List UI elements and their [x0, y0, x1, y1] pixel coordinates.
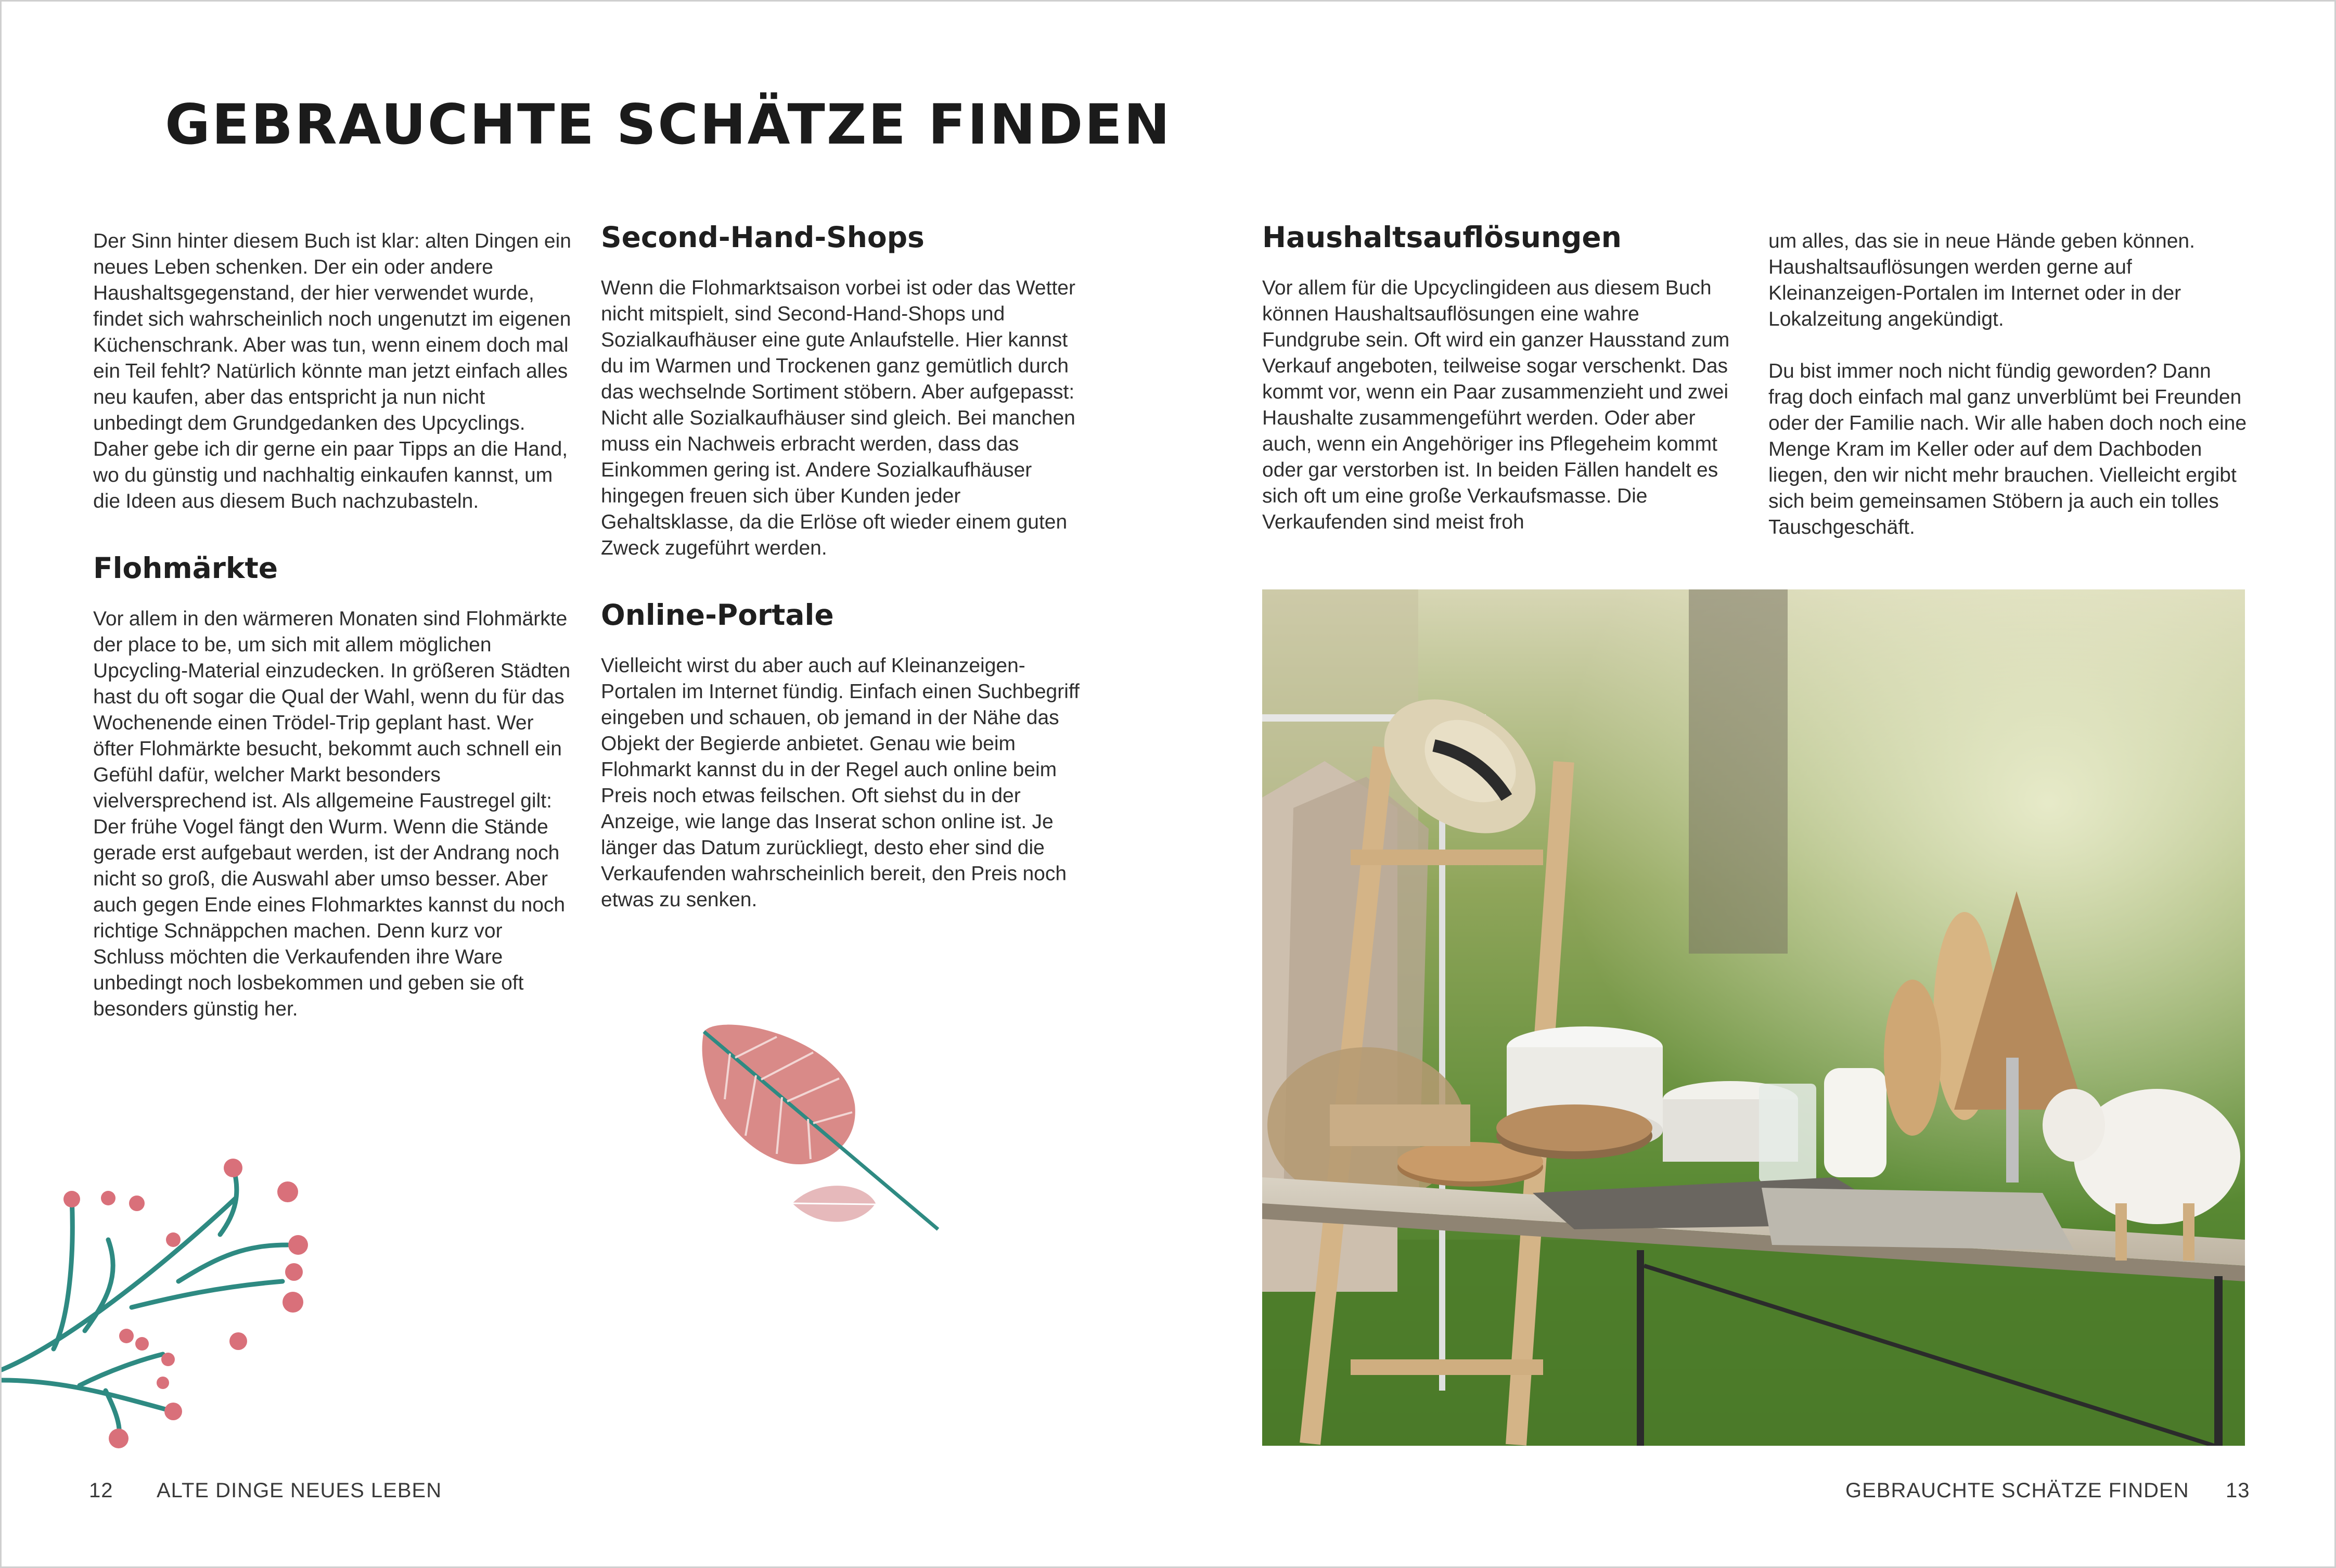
- column-1: [93, 228, 572, 1022]
- decorative-leaf: [688, 1016, 959, 1268]
- second-hand-paragraph: Wenn die Flohmarktsaison vorbei ist oder das Wetter nicht mitspielt, sind Second-Hand-Shops und Sozialkaufhäuser eine gute Anlaufstelle. Hier kannst du im Warmen und Trockenen ganz gemütlich durch das wechselnde Sortiment stöbern. Aber aufgepasst: Nicht alle Sozialkaufhäuser sind gleich. Bei manchen muss ein Nachweis erbracht werden, dass das Einkommen gering ist. Andere Sozialkaufhäuser hingegen freuen sich über Kunden jeder Gehaltsklasse, da die Erlöse oft wieder einem guten Zweck zugeführt werden.: [601, 277, 1075, 559]
- right-running-title: GEBRAUCHTE SCHÄTZE FINDEN: [1845, 1479, 2189, 1502]
- online-paragraph: Vielleicht wirst du aber auch auf Kleinanzeigen-Portalen im Internet fündig. Einfach einen Suchbegriff eingeben und schauen, ob jemand in der Nähe das Objekt der Begierde anbietet. Genau wie beim Flohmarkt kannst du in der Regel auch online beim Preis noch etwas feilschen. Oft siehst du in der Anzeige, wie lange das Inserat schon online ist. Je länger das Datum zurückliegt, desto eher sind die Verkaufenden wahrscheinlich bereit, den Preis noch etwas zu senken.: [601, 654, 1080, 911]
- left-running-title: ALTE DINGE NEUES LEBEN: [157, 1479, 442, 1502]
- decorative-berry-branch: [2, 1151, 324, 1466]
- flea-market-photo: [1262, 589, 2245, 1446]
- column-3: [1262, 220, 1741, 535]
- haushalt-paragraph: Vor allem für die Upcyclingideen aus diesem Buch können Haushaltsauflösungen eine wahre Fundgrube sein. Oft wird ein ganzer Hausstand zum Verkauf angeboten, teilweise sogar verschenkt. Das kommt vor, wenn ein Paar zusammenzieht und zwei Haushalte zusammengeführt werden. Oder aber auch, wenn ein Angehöriger ins Pflegeheim kommt oder gar verstorben ist. In beiden Fällen handelt es sich oft um eine große Verkaufsmasse. Die Verkaufenden sind meist froh: [1262, 277, 1730, 533]
- right-page-number: 13: [2226, 1479, 2250, 1502]
- column-4: [1768, 228, 2247, 541]
- tip-paragraph: Du bist immer noch nicht fündig geworden? Dann frag doch einfach mal ganz unverblümt bei Freunden oder der Familie nach. Wir alle haben doch noch eine Menge Kram im Keller oder auf dem Dachboden liegen, den wir nicht mehr brauchen. Vielleicht ergibt sich beim gemeinsamen Stöbern ja auch ein tolles Tauschgeschäft.: [1768, 360, 2247, 538]
- flohmaerkte-paragraph: Vor allem in den wärmeren Monaten sind Flohmärkte der place to be, um sich mit allem möglichen Upcycling-Material einzudecken. In größeren Städten hast du oft sogar die Qual der Wahl, wenn du für das Wochenende einen Trödel-Trip geplant hast. Wer öfter Flohmärkte besucht, bekommt auch schnell ein Gefühl dafür, welcher Markt besonders vielversprechend ist. Als allgemeine Faustregel gilt: Der frühe Vogel fängt den Wurm. Wenn die Stände gerade erst aufgebaut werden, ist der Andrang noch nicht so groß, die Auswahl aber umso besser. Aber auch gegen Ende eines Flohmarktes kannst du noch richtige Schnäppchen machen. Denn kurz vor Schluss möchten die Verkaufenden ihre Ware unbedingt noch losbekommen und geben sie oft besonders günstig her.: [93, 608, 571, 1020]
- page-title: GEBRAUCHTE SCHÄTZE FINDEN: [165, 93, 1172, 157]
- intro-paragraph: Der Sinn hinter diesem Buch ist klar: alten Dingen ein neues Leben schenken. Der ein oder andere Haushaltsgegenstand, der hier verwendet wurde, findet sich wahrscheinlich noch ungenutzt im eigenen Küchenschrank. Aber was tun, wenn einem doch mal ein Teil fehlt? Natürlich könnte man jetzt einfach alles neu kaufen, aber das entspricht ja nun nicht unbedingt dem Grundgedanken des Upcyclings. Daher gebe ich dir gerne ein paar Tipps an die Hand, wo du günstig und nachhaltig einkaufen kannst, um die Ideen aus diesem Buch nachzubasteln.: [93, 230, 571, 512]
- continued-paragraph: um alles, das sie in neue Hände geben können. Haushaltsauflösungen werden gerne auf Kleinanzeigen-Portalen im Internet oder in der Lokalzeitung angekündigt.: [1768, 230, 2195, 330]
- column-2: [601, 220, 1080, 913]
- heading-flohmaerkte: Flohmärkte: [93, 551, 278, 585]
- heading-online-portale: Online-Portale: [601, 598, 834, 632]
- heading-second-hand-shops: Second-Hand-Shops: [601, 221, 925, 254]
- heading-haushaltsaufloesungen: Haushaltsauflösungen: [1262, 221, 1622, 254]
- left-page-number: 12: [89, 1479, 113, 1502]
